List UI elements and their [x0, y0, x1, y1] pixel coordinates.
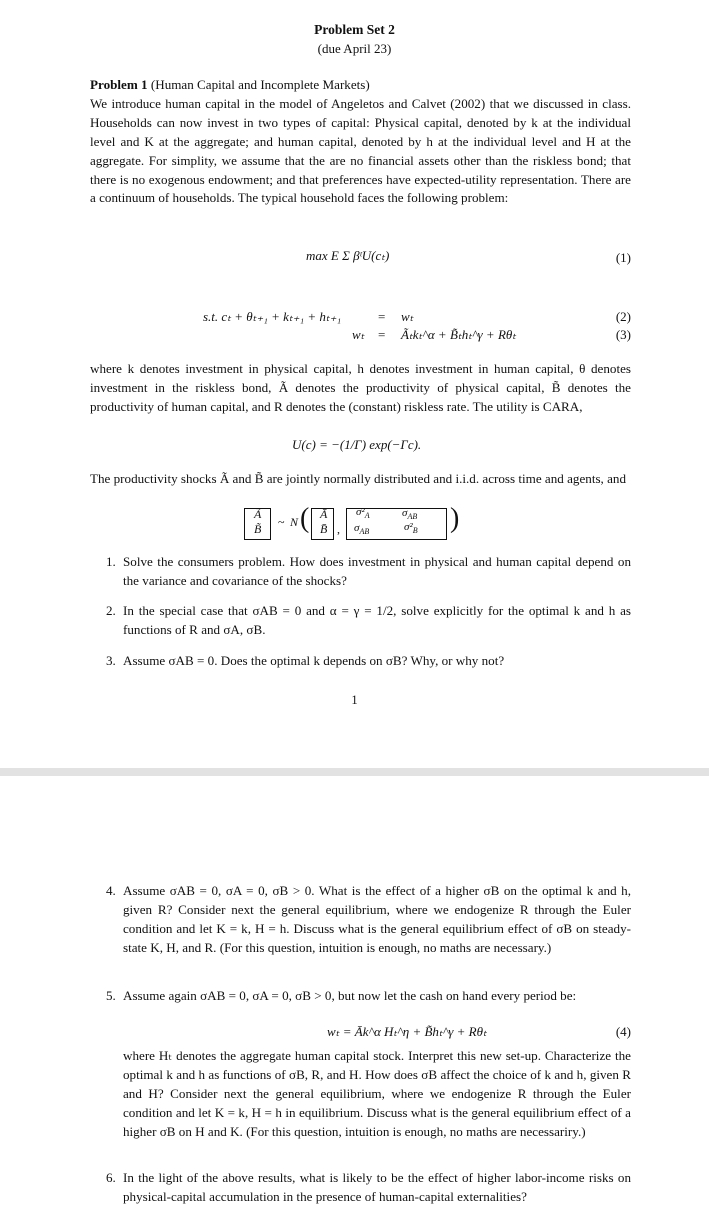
question-2-number: 2.	[106, 603, 116, 618]
question-3-text: Assume σAB = 0. Does the optimal k depends on σB? Why, or why not?	[123, 653, 505, 668]
question-2-text: In the special case that σAB = 0 and α = γ = 1/2, solve explicitly for the optimal k and h as functions of R and σA, σB.	[123, 603, 631, 637]
equation-4: wₜ = Āk^α Hₜ^η + B̃hₜ^γ + Rθₜ	[327, 1024, 487, 1039]
problem-intro	[90, 76, 631, 208]
question-5-text-b: where Hₜ denotes the aggregate human capital stock. Interpret this new set-up. Characterize the optimal k and h as functions of σB, R, and H. How does σB affect the choice of k and h, given R and H? Consider next the general equilibrium, where we endogenize R through the Euler condition and let K = k, H = h in equilibrium. Discuss what is the general equilibrium effect of a higher σB on H and K. (For this question, intuition is enough, no maths are necessariry.)	[123, 1048, 631, 1139]
question-1	[106, 553, 631, 591]
question-6-text: In the light of the above results, what is likely to be the effect of higher labor-income risks on physical-capital accumulation in the presence of human-capital externalities?	[123, 1170, 631, 1204]
utility-function: U(c) = −(1/Γ) exp(−Γc).	[292, 437, 422, 452]
equation-2-lhs: s.t. cₜ + θₜ₊₁ + kₜ₊₁ + hₜ₊₁	[203, 309, 342, 324]
equation-2-equals: =	[378, 309, 386, 324]
equation-3-rhs: Ãₜkₜ^α + B̃ₜhₜ^γ + Rθₜ	[401, 327, 517, 342]
document-title: Problem Set 2	[314, 22, 395, 37]
due-date: (due April 23)	[317, 41, 392, 56]
page-separator	[0, 768, 709, 776]
problem-intro-text: We introduce human capital in the model of Angeletos and Calvet (2002) that we discussed in class. Households can now invest in two types of capital: Physical capital, denoted by k at the individual level and K at the aggregate; and human capital, denoted by h at the individual level and H at the aggregate. For simplity, we assume that the are no financial assets other than the riskless bond; that there is no exogenous endowment; and that preferences have expected-utility representation. There are a continuum of households. The typical household faces the following problem:	[90, 95, 631, 206]
equation-1: max E Σ βᵗU(cₜ)	[306, 248, 390, 263]
question-3-number: 3.	[106, 653, 116, 668]
equation-3-equals: =	[378, 327, 386, 342]
problem-heading-subtitle: (Human Capital and Incomplete Markets)	[150, 77, 370, 92]
question-5-continued	[106, 1047, 631, 1142]
page-number: 1	[351, 693, 358, 707]
question-5-number: 5.	[106, 988, 116, 1003]
question-3	[106, 652, 631, 671]
question-1-text: Solve the consumers problem. How does investment in physical and human capital depend on the variance and covariance of the shocks?	[123, 554, 631, 588]
distribution-equation: Ã B̃ ~ N ( Ā B̄ , $\sigma^2_A$ $\sigma_{AB}$ $\sigma_{AB}$ $\sigma^2_B$ )	[244, 508, 494, 540]
problem-heading: Problem 1	[90, 77, 148, 92]
question-4	[106, 882, 631, 958]
question-4-number: 4.	[106, 883, 116, 898]
shocks-description: The productivity shocks Ã and B̃ are jointly normally distributed and i.i.d. across time and agents, and	[90, 471, 627, 486]
equation-2-number: (2)	[615, 309, 631, 324]
question-2	[106, 602, 631, 640]
question-5-text-a: Assume again σAB = 0, σA = 0, σB > 0, but now let the cash on hand every period be:	[123, 988, 577, 1003]
question-4-text: Assume σAB = 0, σA = 0, σB > 0. What is the effect of a higher σB on the optimal k and h, given R? Consider next the general equilibrium, where we endogenize R through the Euler condition and let K = k, H = h. Discuss what is the general equilibrium effect of σB on steady-state K, H, and R. (For this question, intuition is enough, no maths are necessary.)	[123, 883, 631, 955]
variables-description: where k denotes investment in physical capital, h denotes investment in human capital, θ denotes investment in the riskless bond, Ã denotes the productivity of physical capital, B̃ denotes the productivity of human capital, and R denotes the (constant) riskless rate. The utility is CARA,	[90, 361, 631, 414]
question-1-number: 1.	[106, 554, 116, 569]
page-2	[0, 776, 709, 1225]
question-6-number: 6.	[106, 1170, 116, 1185]
equation-2-rhs: wₜ	[401, 309, 414, 324]
equation-3-number: (3)	[615, 327, 631, 342]
question-6	[106, 1169, 631, 1207]
question-5	[106, 987, 631, 1006]
equation-4-number: (4)	[615, 1024, 631, 1039]
equation-3-lhs: wₜ	[352, 327, 365, 342]
equation-1-number: (1)	[615, 250, 631, 265]
